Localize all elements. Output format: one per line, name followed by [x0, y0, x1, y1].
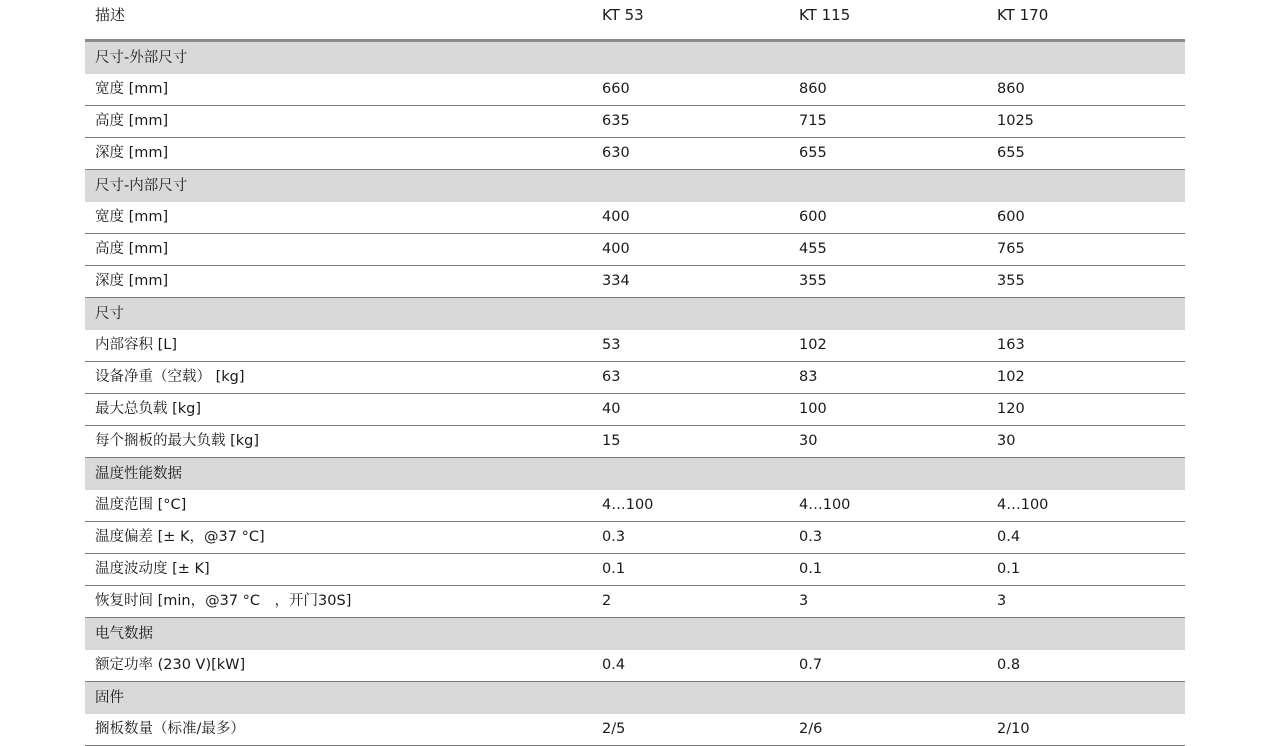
cell-kt53: 334 [602, 273, 630, 289]
section-title: 温度性能数据 [95, 466, 182, 482]
cell-kt170: 102 [997, 369, 1025, 385]
table-row [85, 426, 1185, 458]
cell-kt115: 860 [799, 81, 827, 97]
cell-kt115: 100 [799, 401, 827, 417]
cell-kt115: 715 [799, 113, 827, 129]
cell-kt170: 0.1 [997, 561, 1021, 577]
row-label: 温度偏差 [± K，@37 °C] [95, 529, 265, 545]
cell-kt53: 630 [602, 145, 630, 161]
header-model-kt170: KT 170 [997, 6, 1049, 24]
cell-kt53: 0.4 [602, 657, 626, 673]
cell-kt115: 455 [799, 241, 827, 257]
section-header [85, 682, 1185, 714]
section-title: 电气数据 [95, 626, 153, 642]
cell-kt53: 63 [602, 369, 621, 385]
section-title: 尺寸-外部尺寸 [95, 50, 188, 66]
cell-kt115: 30 [799, 433, 818, 449]
section-title: 尺寸 [95, 306, 124, 322]
header-model-kt115: KT 115 [799, 6, 851, 24]
cell-kt170: 30 [997, 433, 1016, 449]
cell-kt170: 2/10 [997, 721, 1030, 737]
cell-kt53: 0.3 [602, 529, 626, 545]
table-row [85, 74, 1185, 106]
row-label: 恢复时间 [min，@37 °C ，开门30S] [95, 593, 352, 609]
row-label: 深度 [mm] [95, 145, 169, 161]
cell-kt53: 0.1 [602, 561, 626, 577]
cell-kt53: 53 [602, 337, 621, 353]
row-label: 设备净重（空载） [kg] [95, 369, 245, 385]
section-header [85, 42, 1185, 74]
cell-kt53: 15 [602, 433, 621, 449]
cell-kt53: 400 [602, 209, 630, 225]
header-description: 描述 [95, 6, 126, 24]
cell-kt53: 40 [602, 401, 621, 417]
table-row [85, 554, 1185, 586]
row-label: 深度 [mm] [95, 273, 169, 289]
row-label: 高度 [mm] [95, 113, 169, 129]
cell-kt53: 400 [602, 241, 630, 257]
row-label: 宽度 [mm] [95, 209, 169, 225]
cell-kt53: 4…100 [602, 497, 654, 513]
cell-kt53: 635 [602, 113, 630, 129]
cell-kt53: 660 [602, 81, 630, 97]
table-header [85, 0, 1185, 42]
cell-kt53: 2/5 [602, 721, 626, 737]
cell-kt170: 0.4 [997, 529, 1021, 545]
row-label: 额定功率 (230 V)[kW] [95, 657, 246, 673]
cell-kt170: 765 [997, 241, 1025, 257]
table-row [85, 714, 1185, 746]
cell-kt115: 3 [799, 593, 809, 609]
cell-kt115: 655 [799, 145, 827, 161]
row-label: 搁板数量（标准/最多） [95, 721, 245, 737]
table-row [85, 138, 1185, 170]
cell-kt170: 4…100 [997, 497, 1049, 513]
row-label: 温度范围 [°C] [95, 497, 187, 513]
row-label: 高度 [mm] [95, 241, 169, 257]
section-title: 尺寸-内部尺寸 [95, 178, 188, 194]
cell-kt170: 355 [997, 273, 1025, 289]
section-header [85, 170, 1185, 202]
cell-kt170: 120 [997, 401, 1025, 417]
table-row [85, 522, 1185, 554]
cell-kt170: 860 [997, 81, 1025, 97]
table-row [85, 394, 1185, 426]
table-row [85, 650, 1185, 682]
cell-kt115: 4…100 [799, 497, 851, 513]
cell-kt115: 600 [799, 209, 827, 225]
cell-kt170: 163 [997, 337, 1025, 353]
row-label: 最大总负载 [kg] [95, 401, 202, 417]
row-label: 宽度 [mm] [95, 81, 169, 97]
section-header [85, 298, 1185, 330]
cell-kt115: 0.1 [799, 561, 823, 577]
table-row [85, 106, 1185, 138]
cell-kt170: 1025 [997, 113, 1034, 129]
table-row [85, 202, 1185, 234]
table-row [85, 234, 1185, 266]
cell-kt115: 0.7 [799, 657, 823, 673]
cell-kt115: 2/6 [799, 721, 823, 737]
cell-kt170: 3 [997, 593, 1007, 609]
table-row [85, 490, 1185, 522]
cell-kt53: 2 [602, 593, 612, 609]
cell-kt170: 0.8 [997, 657, 1021, 673]
row-label: 每个搁板的最大负载 [kg] [95, 433, 260, 449]
table-row [85, 362, 1185, 394]
section-header [85, 458, 1185, 490]
section-title: 固件 [95, 690, 124, 706]
cell-kt170: 600 [997, 209, 1025, 225]
cell-kt170: 655 [997, 145, 1025, 161]
spec-table [85, 0, 1185, 746]
cell-kt115: 83 [799, 369, 818, 385]
table-row [85, 330, 1185, 362]
cell-kt115: 102 [799, 337, 827, 353]
cell-kt115: 355 [799, 273, 827, 289]
row-label: 温度波动度 [± K] [95, 561, 210, 577]
header-model-kt53: KT 53 [602, 6, 644, 24]
table-row [85, 586, 1185, 618]
table-row [85, 266, 1185, 298]
section-header [85, 618, 1185, 650]
row-label: 内部容积 [L] [95, 337, 178, 353]
cell-kt115: 0.3 [799, 529, 823, 545]
